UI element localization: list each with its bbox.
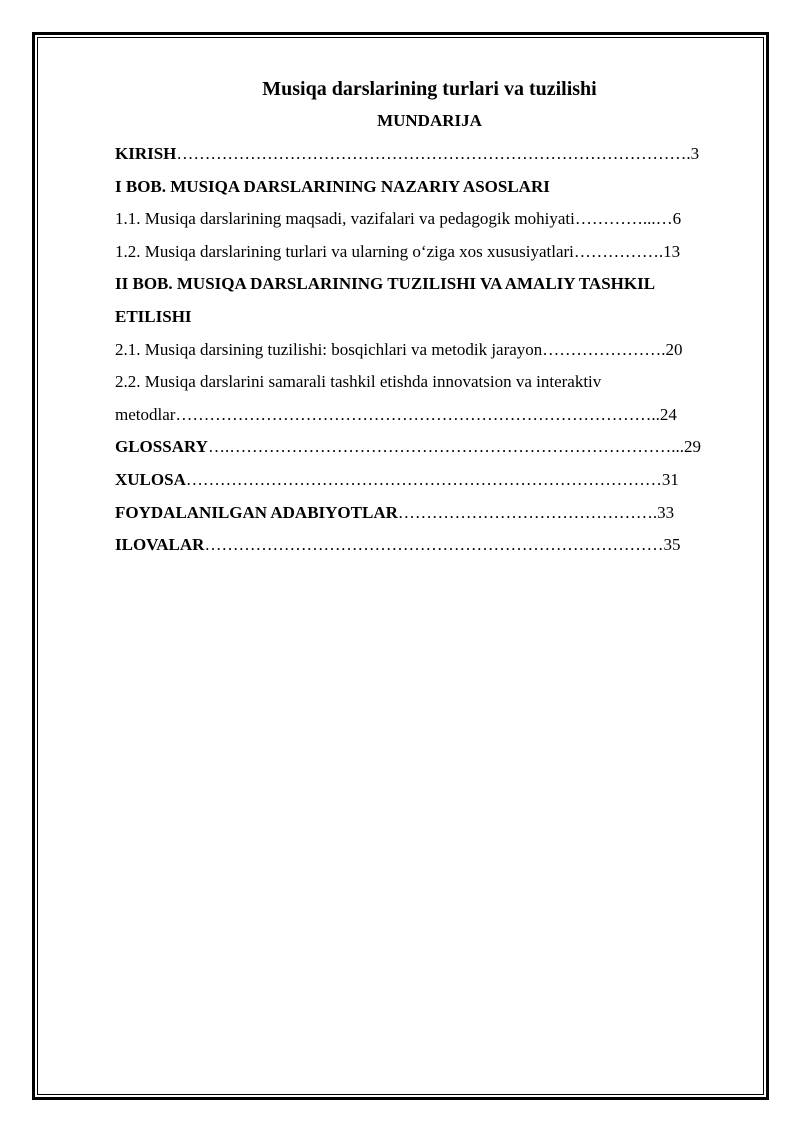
toc-page-number: 6: [672, 209, 682, 229]
toc-leader-dots: ……………………………………….: [397, 502, 658, 522]
toc-chapter-2-line-2: [115, 301, 742, 334]
toc-entry-title: KIRISH: [115, 144, 177, 163]
toc-leader-dots: …………...…: [574, 209, 673, 229]
toc-entry-title: FOYDALANILGAN ADABIYOTLAR: [115, 502, 398, 522]
toc-leader-dots: …………………………………………………………………………: [185, 469, 662, 489]
toc-page-number: 20: [665, 339, 683, 359]
toc-page-number: 31: [661, 469, 679, 489]
toc-entry-title: XULOSA: [115, 469, 186, 489]
toc-leader-dots: ….……………………………………………………………………...: [207, 437, 684, 457]
toc-leader-dots: ………………….: [542, 339, 666, 359]
toc-page-number: 29: [683, 437, 701, 457]
toc-entry-title: ETILISHI: [115, 306, 192, 326]
toc-entry-title: metodlar: [115, 404, 176, 424]
toc-chapter-1: [115, 171, 742, 204]
toc-page-number: 13: [663, 241, 681, 261]
toc-entry-2-2-line-1: [115, 366, 742, 399]
toc-entry-title: GLOSSARY: [115, 437, 208, 457]
toc-entry-title: 1.1. Musiqa darslarining maqsadi, vazifalari va pedagogik mohiyati: [115, 209, 575, 229]
toc-entry-title: II BOB. MUSIQA DARSLARINING TUZILISHI VA AMALIY TASHKIL: [115, 274, 656, 294]
toc-entry-2-1: [115, 334, 742, 367]
toc-entry-2-2-line-2: [115, 399, 742, 432]
toc-entry-title: 2.2. Musiqa darslarini samarali tashkil etishda innovatsion va interaktiv: [115, 372, 602, 392]
toc-entry-title: 1.2. Musiqa darslarining turlari va ularning o‘ziga xos xususiyatlari: [115, 241, 574, 261]
toc-entry-title: ILOVALAR: [115, 535, 205, 555]
toc-entry-kirish: [115, 138, 742, 171]
toc-entry-title: I BOB. MUSIQA DARSLARINING NAZARIY ASOSLARI: [115, 176, 550, 196]
toc-leader-dots: ………………………………………………………………………………: [176, 144, 687, 163]
toc-entry-1-2: [115, 236, 742, 269]
toc-entry-adabiyotlar: [115, 497, 742, 530]
toc-entry-xulosa: [115, 464, 742, 497]
toc-page-number: 33: [657, 502, 675, 522]
document-title: Musiqa darslarining turlari va tuzilishi: [262, 78, 597, 100]
toc-entry-ilovalar: [115, 529, 742, 562]
toc-heading: MUNDARIJA: [377, 111, 482, 130]
toc-chapter-2-line-1: [115, 268, 742, 301]
table-of-contents: [115, 138, 742, 562]
toc-page-number: 35: [663, 535, 681, 555]
document-content: [115, 72, 742, 562]
toc-leader-dots: ………………………………………………………………………: [204, 535, 664, 555]
toc-leader-dots: …………….: [573, 241, 664, 261]
toc-entry-title: 2.1. Musiqa darsining tuzilishi: bosqichlari va metodik jarayon: [115, 339, 543, 359]
toc-entry-glossary: [115, 431, 742, 464]
toc-leader-dots: …………………………………………………………………………..: [175, 404, 660, 424]
toc-page-number: 24: [659, 404, 677, 424]
toc-entry-1-1: [115, 203, 742, 236]
toc-page-number: .3: [686, 144, 700, 163]
